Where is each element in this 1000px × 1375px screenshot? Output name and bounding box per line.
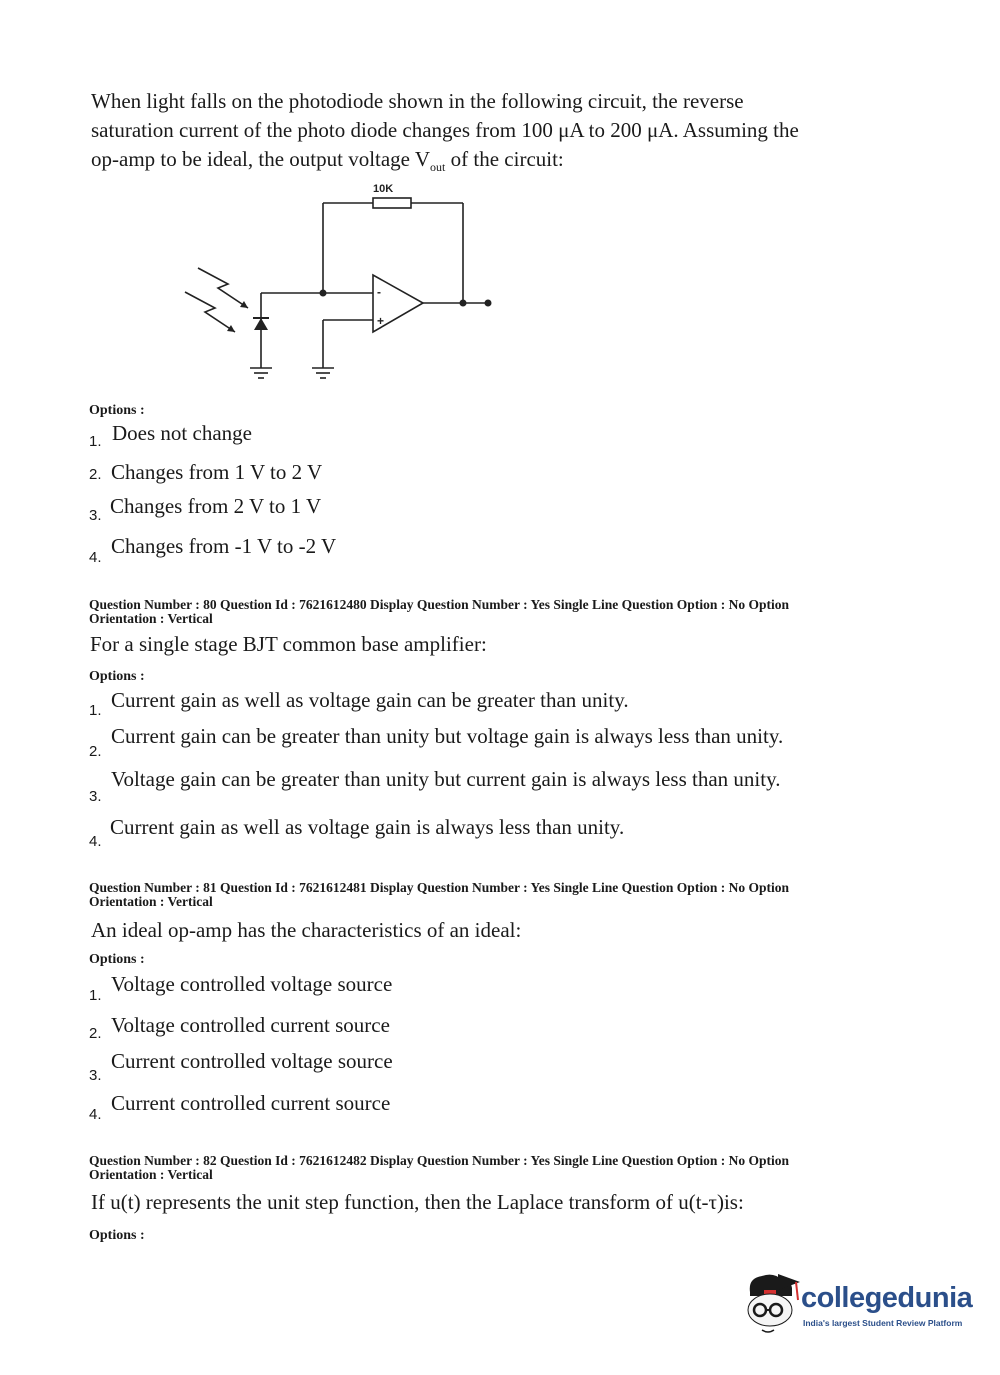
q81-option-2-number: 2.: [89, 1025, 102, 1042]
q81-option-1-text[interactable]: Voltage controlled voltage source: [111, 972, 393, 996]
q81-option-3-text[interactable]: Current controlled voltage source: [111, 1049, 393, 1073]
question-79-line-2: saturation current of the photo diode changes from 100 μA to 200 μA. Assuming the: [91, 118, 799, 142]
photodiode-opamp-circuit: [180, 180, 510, 390]
light-arrow-1: [198, 268, 248, 308]
q81-meta-line-1: Question Number : 81 Question Id : 7621612481 Display Question Number : Yes Single Line Question Option : No Option: [89, 880, 789, 895]
q80-options-label: Options :: [89, 669, 145, 684]
question-79-line-3: op-amp to be ideal, the output voltage $V_{out}$ of the circuit:: [91, 147, 564, 175]
junction-dot-input: [320, 290, 327, 297]
q79-option-2-number: 2.: [89, 466, 102, 483]
q80-option-4-text[interactable]: Current gain as well as voltage gain is always less than unity.: [110, 815, 625, 839]
junction-dot-output: [460, 300, 467, 307]
q82-meta: [89, 1154, 789, 1182]
q79-options-label: Options :: [89, 403, 145, 418]
q80-option-4-number: 4.: [89, 833, 102, 850]
q80-question-text: For a single stage BJT common base amplifier:: [90, 632, 487, 656]
q81-options-label: Options :: [89, 952, 145, 967]
photodiode-symbol: [254, 318, 268, 330]
collegedunia-logo[interactable]: [742, 1270, 972, 1340]
brand-name: collegedunia: [801, 1282, 973, 1314]
q81-option-4-number: 4.: [89, 1106, 102, 1123]
q80-option-3-text[interactable]: Voltage gain can be greater than unity but current gain is always less than unity.: [111, 767, 781, 791]
feedback-resistor: [373, 198, 411, 208]
q79-option-2-text[interactable]: Changes from 1 V to 2 V: [111, 460, 323, 484]
q80-option-2-number: 2.: [89, 743, 102, 760]
output-terminal: [485, 300, 492, 307]
q81-option-4-text[interactable]: Current controlled current source: [111, 1091, 391, 1115]
q82-meta-line-1: Question Number : 82 Question Id : 7621612482 Display Question Number : Yes Single Line Question Option : No Option: [89, 1153, 789, 1168]
q79-option-3-number: 3.: [89, 507, 102, 524]
opamp-minus-sign: -: [377, 285, 381, 299]
light-arrow-2: [185, 292, 235, 332]
vout-subscript: out: [430, 160, 446, 175]
question-79-text: [91, 87, 971, 182]
q82-question-text: If u(t) represents the unit step function, then the Laplace transform of u(t-τ)is:: [91, 1190, 744, 1214]
q79-option-4-text[interactable]: Changes from -1 V to -2 V: [111, 534, 337, 558]
opamp-plus-sign: +: [377, 314, 385, 328]
q82-meta-line-2: Orientation : Vertical: [89, 1167, 213, 1182]
q80-option-2-text[interactable]: Current gain can be greater than unity but voltage gain is always less than unity.: [111, 724, 784, 748]
q79-option-1-number: 1.: [89, 433, 102, 450]
q81-option-2-text[interactable]: Voltage controlled current source: [111, 1013, 390, 1037]
q81-option-1-number: 1.: [89, 987, 102, 1004]
light-arrowhead-1: [240, 301, 248, 308]
light-arrowhead-2: [227, 325, 235, 332]
mascot-icon: [742, 1270, 802, 1340]
question-79-line-1: When light falls on the photodiode shown in the following circuit, the reverse: [91, 89, 744, 113]
brand-tagline: India's largest Student Review Platform: [803, 1318, 963, 1328]
q79-option-4-number: 4.: [89, 549, 102, 566]
q80-meta: [89, 598, 789, 626]
resistor-label: 10K: [373, 183, 394, 195]
q80-option-1-text[interactable]: Current gain as well as voltage gain can be greater than unity.: [111, 688, 629, 712]
q79-option-3-text[interactable]: Changes from 2 V to 1 V: [110, 494, 322, 518]
q80-option-1-number: 1.: [89, 702, 102, 719]
q79-option-1-text[interactable]: Does not change: [112, 421, 252, 445]
q81-meta: [89, 881, 789, 909]
q81-question-text: An ideal op-amp has the characteristics of an ideal:: [91, 918, 522, 942]
q81-option-3-number: 3.: [89, 1067, 102, 1084]
q82-options-label: Options :: [89, 1228, 145, 1243]
q81-meta-line-2: Orientation : Vertical: [89, 894, 213, 909]
q80-meta-line-1: Question Number : 80 Question Id : 7621612480 Display Question Number : Yes Single Line Question Option : No Option: [89, 597, 789, 612]
q80-option-3-number: 3.: [89, 788, 102, 805]
q80-meta-line-2: Orientation : Vertical: [89, 611, 213, 626]
